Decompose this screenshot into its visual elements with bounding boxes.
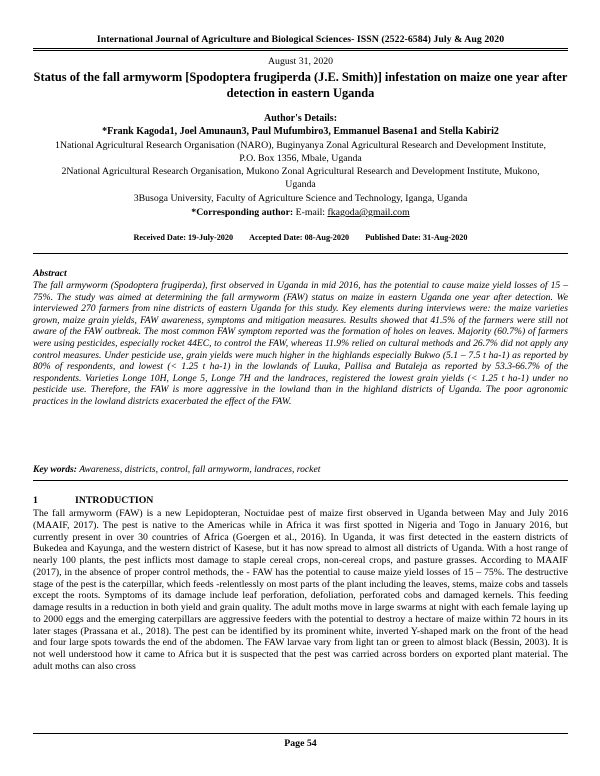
accepted-date: Accepted Date: 08-Aug-2020 (249, 233, 350, 242)
received-date: Received Date: 19-July-2020 (133, 233, 234, 242)
page-number: Page 54 (284, 738, 317, 749)
email-link[interactable]: fkagoda@gmail.com (327, 207, 410, 218)
header-rule-double (33, 50, 568, 51)
header-rule (33, 48, 568, 49)
keywords-text: Awareness, districts, control, fall armyworm, landraces, rocket (79, 464, 321, 475)
journal-header: International Journal of Agriculture and Biological Sciences- ISSN (2522-6584) July & Aug 2020 (96, 34, 505, 45)
abstract-heading: Abstract (33, 268, 67, 279)
published-date: Published Date: 31-Aug-2020 (365, 233, 468, 242)
author-list: *Frank Kagoda1, Joel Amunaun3, Paul Mufumbiro3, Emmanuel Basena1 and Stella Kabiri2 (102, 126, 499, 137)
keywords (33, 464, 568, 475)
abstract-text: The fall armyworm (Spodoptera frugiperda), first observed in Uganda in mid 2016, has the potential to cause maize yield losses of 15 – 75%. The study was aimed at determining the fall armyworm (FAW) status on maize in eastern Uganda one year after detection. We interviewed 270 farmers from nine districts of eastern Uganda for this study. Key elements during interviews were: the maize varieties grown, maize grain yields, FAW awareness, symptoms and mitigation measures. Results showed that 41.5% of the farmers were still not aware of the FAW outbreak. The most common FAW symptom reported was the formation of holes on leaves. Majority (60.7%) of farmers were using pesticides, especially rocket 44EC, to control the FAW, whereas 11.9% relied on cultural methods and 26.7% did not apply any control measures. Under pesticide use, grain yields were much higher in the highlands especially Bukwo (5.1 – 7.5 t ha-1) as reported by 80% of respondents, and lowest (< 1.25 t ha-1) in the lowlands of Luuka, Pallisa and Butaleja as reported by 53.3-66.7% of the respondents. Varieties Longe 10H, Longe 5, Longe 7H and the landraces, registered the lowest grain yields (< 1.25 t ha-1) under no pesticide use. Therefore, the FAW is more aggressive in the lowland than in the highland districts of Uganda. The poor agronomic practices in the lowland districts exacerbated the effect of the FAW. (33, 280, 568, 407)
section-number: 1 (33, 495, 38, 506)
email-label: E-mail: (295, 207, 326, 218)
corresponding-label: *Corresponding author: (191, 207, 294, 218)
paper-title-text: Status of the fall armyworm [Spodoptera frugiperda (J.E. Smith)] infestation on maize one year after detection in eastern Uganda (33, 70, 568, 100)
section-title: INTRODUCTION (75, 495, 154, 506)
paper-title (33, 69, 568, 101)
affiliation-1: 1National Agricultural Research Organisation (NARO), Buginyanya Zonal Agricultural Research and Development Institute, P.O. Box 1356, Mbale, Uganda (55, 140, 546, 164)
corresponding-author (33, 207, 568, 218)
affiliation-3: 3Busoga University, Faculty of Agriculture Science and Technology, Iganga, Uganda (133, 193, 468, 204)
author-details-heading: Author's Details: (263, 113, 338, 124)
footer-rule (33, 733, 568, 734)
publication-dates (33, 233, 568, 242)
issue-date: August 31, 2020 (267, 56, 334, 67)
affiliation-2: 2National Agricultural Research Organisation, Mukono Zonal Agricultural Research and Development Institute, Mukono, Uganda (61, 166, 540, 190)
keywords-label: Key words: (33, 464, 77, 475)
abstract-rule (33, 480, 568, 481)
introduction-text: The fall armyworm (FAW) is a new Lepidopteran, Noctuidae pest of maize first observed in Uganda between May and July 2016 (MAAIF, 2017). The pest is native to the Americas while in Africa it was first spotted in Nigeria and Togo in January 2016, but currently present in over 30 countries of Africa (Goergen et al., 2016). In Uganda, it was first detected in the eastern districts of Bukedea and Kayunga, and the western district of Kasese, but it has now spread to almost all districts of Uganda. With a host range of nearly 100 plants, the pest inflicts most damage to staple cereal crops, non-cereal crops, and pasture grasses. According to MAAIF (2017), in the absence of proper control methods, the - FAW has the potential to cause maize yield losses of 15 – 75%. The destructive stage of the pest is the caterpillar, which feeds -relentlessly on most parts of the plant including the leaves, stems, maize cobs and tassels except the roots. Symptoms of its damage include leaf perforation, defoliation, perforated cobs and damaged kernels. This feeding damage results in a reduction in both yield and grain quality. The adult moths move in large swarms at night with each female laying up to 2000 eggs and the emerging caterpillars are aggressive feeders with the potential to destroy a hectare of maize within 72 hours in its later stages (Prassana et al., 2018). The pest can be identified by its prominent white, inverted Y-shaped mark on the front of the head and four large spots towards the end of the abdomen. The FAW larvae vary from light tan or green to almost black (Bessin, 2003). It is not well understood how it came to Africa but it is suspected that the pest was carried across borders on exported plant material. The adult moths can also cross (33, 508, 568, 672)
dates-rule (33, 253, 568, 254)
section-heading (33, 495, 153, 506)
